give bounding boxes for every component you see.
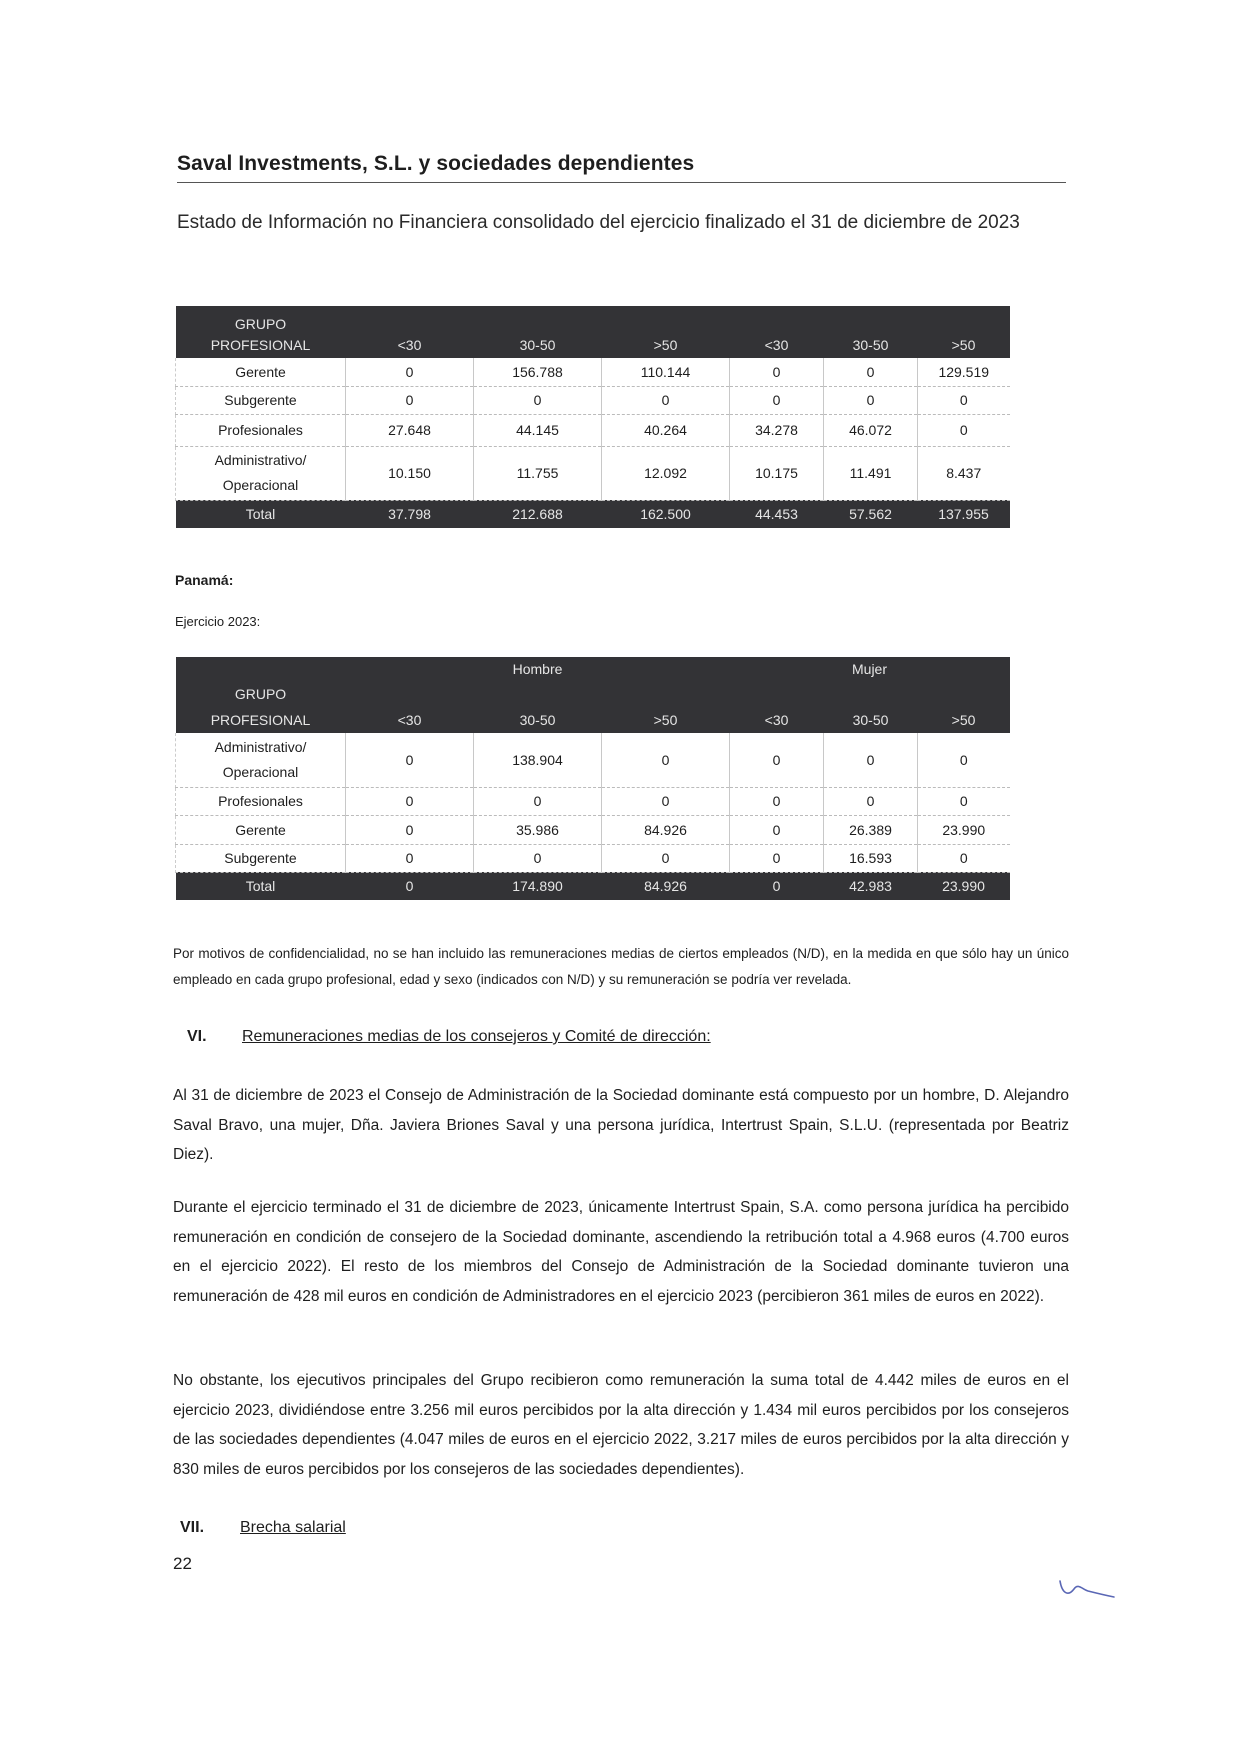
- table-row: [176, 414, 1010, 446]
- row-label: Administrativo/ Operacional: [176, 446, 346, 500]
- total-row: [176, 872, 1010, 900]
- table-cell: 0: [730, 733, 824, 787]
- table-cell: 0: [824, 358, 918, 386]
- ejercicio-label: Ejercicio 2023:: [175, 614, 261, 629]
- page-number: 22: [173, 1554, 192, 1573]
- table2-col-header: 30-50: [824, 707, 918, 733]
- section-number: VII.: [180, 1519, 205, 1536]
- table-cell: 0: [918, 414, 1010, 446]
- panama-label: Panamá:: [175, 572, 234, 588]
- table-cell: 11.755: [474, 446, 602, 500]
- table-cell: 0: [474, 386, 602, 414]
- table-cell: 0: [346, 815, 474, 844]
- paragraph: Durante el ejercicio terminado el 31 de diciembre de 2023, únicamente Intertrust Spain, S.A. como persona jurídica ha percibido remuneración en condición de consejero de la Sociedad dominante, ascendiendo la retribución total a 4.968 euros (4.700 euros en el ejercicio 2022). El resto de los miembros del Consejo de Administración de la Sociedad dominante tuvieron una remuneración de 428 mil euros en condición de Administradores en el ejercicio 2023 (percibieron 361 miles de euros en 2022).: [173, 1199, 1069, 1305]
- table-cell: 156.788: [474, 358, 602, 386]
- section-title: Brecha salarial: [240, 1519, 346, 1536]
- table1-col-header: >50: [918, 332, 1010, 358]
- table-cell: 0: [730, 358, 824, 386]
- table-cell: 0: [346, 844, 474, 872]
- salary-table-panama: [175, 657, 1010, 900]
- salary-table-1: [175, 306, 1010, 528]
- table-cell: 129.519: [918, 358, 1010, 386]
- table1-header-group-2: PROFESIONAL: [176, 332, 346, 358]
- total-cell: 37.798: [346, 500, 474, 528]
- row-label: Gerente: [176, 358, 346, 386]
- table1-header-group: GRUPO: [176, 306, 346, 332]
- table-cell: 35.986: [474, 815, 602, 844]
- table-cell: 0: [918, 386, 1010, 414]
- table-cell: 0: [602, 844, 730, 872]
- table-row: [176, 733, 1010, 787]
- table-cell: 40.264: [602, 414, 730, 446]
- table-cell: 0: [474, 844, 602, 872]
- row-label: Profesionales: [176, 414, 346, 446]
- total-cell: 23.990: [918, 872, 1010, 900]
- table-cell: 0: [602, 733, 730, 787]
- table1-col-header: 30-50: [824, 332, 918, 358]
- table-cell: 0: [602, 787, 730, 815]
- table1-col-header: <30: [346, 332, 474, 358]
- total-cell: 0: [346, 872, 474, 900]
- table-cell: 138.904: [474, 733, 602, 787]
- paragraph: No obstante, los ejecutivos principales del Grupo recibieron como remuneración la suma total de 4.442 miles de euros en el ejercicio 2023, dividiéndose entre 3.256 mil euros percibidos por la alta dirección y 1.434 mil euros percibidos por los consejeros de las sociedades dependientes (4.047 miles de euros en el ejercicio 2022, 3.217 miles de euros percibidos por la alta dirección y 830 miles de euros percibidos por los consejeros de las sociedades dependientes).: [173, 1372, 1069, 1478]
- group-mujer: Mujer: [730, 657, 1010, 681]
- table2-header-group: GRUPO: [176, 681, 346, 707]
- total-label: Total: [176, 500, 346, 528]
- table-cell: 44.145: [474, 414, 602, 446]
- table-cell: 0: [824, 787, 918, 815]
- total-cell: 84.926: [602, 872, 730, 900]
- company-header: [177, 152, 1066, 183]
- table-cell: 46.072: [824, 414, 918, 446]
- row-label: Subgerente: [176, 386, 346, 414]
- table-cell: 0: [602, 386, 730, 414]
- total-label: Total: [176, 872, 346, 900]
- section-number: VI.: [187, 1028, 207, 1045]
- table-row: [176, 386, 1010, 414]
- row-label: Gerente: [176, 815, 346, 844]
- table1-col-header: >50: [602, 332, 730, 358]
- group-hombre: Hombre: [346, 657, 730, 681]
- table2-col-header: <30: [346, 707, 474, 733]
- table2-col-header: >50: [918, 707, 1010, 733]
- table2-col-header: 30-50: [474, 707, 602, 733]
- table-cell: 0: [824, 386, 918, 414]
- total-cell: 44.453: [730, 500, 824, 528]
- table1-col-header: 30-50: [474, 332, 602, 358]
- table-cell: 0: [474, 787, 602, 815]
- table-cell: 23.990: [918, 815, 1010, 844]
- total-cell: 42.983: [824, 872, 918, 900]
- table-cell: 10.150: [346, 446, 474, 500]
- report-title: Estado de Información no Financiera consolidado del ejercicio finalizado el 31 de diciembre de 2023: [177, 212, 1020, 233]
- table-cell: 0: [824, 733, 918, 787]
- table-row: [176, 815, 1010, 844]
- table-cell: 27.648: [346, 414, 474, 446]
- total-cell: 174.890: [474, 872, 602, 900]
- table-cell: 11.491: [824, 446, 918, 500]
- table-cell: 0: [346, 733, 474, 787]
- company-name: Saval Investments, S.L. y sociedades dependientes: [177, 152, 695, 175]
- table2-col-header: >50: [602, 707, 730, 733]
- table-cell: 84.926: [602, 815, 730, 844]
- row-label: Administrativo/ Operacional: [176, 733, 346, 787]
- table-cell: 8.437: [918, 446, 1010, 500]
- signature-mark: [1058, 1575, 1118, 1605]
- section-title: Remuneraciones medias de los consejeros y Comité de dirección:: [242, 1028, 711, 1045]
- table1-col-header: <30: [730, 332, 824, 358]
- table2-col-header: <30: [730, 707, 824, 733]
- paragraph: Al 31 de diciembre de 2023 el Consejo de Administración de la Sociedad dominante está compuesto por un hombre, D. Alejandro Saval Bravo, una mujer, Dña. Javiera Briones Saval y una persona jurídica, Intertrust Spain, S.L.U. (representada por Beatriz Diez).: [173, 1087, 1069, 1163]
- table-cell: 0: [918, 787, 1010, 815]
- total-cell: 137.955: [918, 500, 1010, 528]
- table-cell: 0: [346, 386, 474, 414]
- table-cell: 0: [730, 844, 824, 872]
- row-label: Subgerente: [176, 844, 346, 872]
- table-cell: 16.593: [824, 844, 918, 872]
- table-cell: 0: [730, 787, 824, 815]
- table-cell: 110.144: [602, 358, 730, 386]
- table-cell: 0: [918, 733, 1010, 787]
- table-cell: 0: [730, 386, 824, 414]
- table-cell: 10.175: [730, 446, 824, 500]
- table-row: [176, 446, 1010, 500]
- table-cell: 34.278: [730, 414, 824, 446]
- total-cell: 212.688: [474, 500, 602, 528]
- table-row: [176, 787, 1010, 815]
- row-label: Profesionales: [176, 787, 346, 815]
- table2-header-group-2: PROFESIONAL: [176, 707, 346, 733]
- table-cell: 12.092: [602, 446, 730, 500]
- confidentiality-note: Por motivos de confidencialidad, no se han incluido las remuneraciones medias de ciertos empleados (N/D), en la medida en que sólo hay un único empleado en cada grupo profesional, edad y sexo (indicados con N/D) y su remuneración se podría ver revelada.: [173, 946, 1069, 987]
- total-row: [176, 500, 1010, 528]
- table-row: [176, 358, 1010, 386]
- table-cell: 0: [730, 815, 824, 844]
- table-cell: 26.389: [824, 815, 918, 844]
- table-cell: 0: [918, 844, 1010, 872]
- table-row: [176, 844, 1010, 872]
- total-cell: 57.562: [824, 500, 918, 528]
- table-cell: 0: [346, 358, 474, 386]
- total-cell: 162.500: [602, 500, 730, 528]
- total-cell: 0: [730, 872, 824, 900]
- table-cell: 0: [346, 787, 474, 815]
